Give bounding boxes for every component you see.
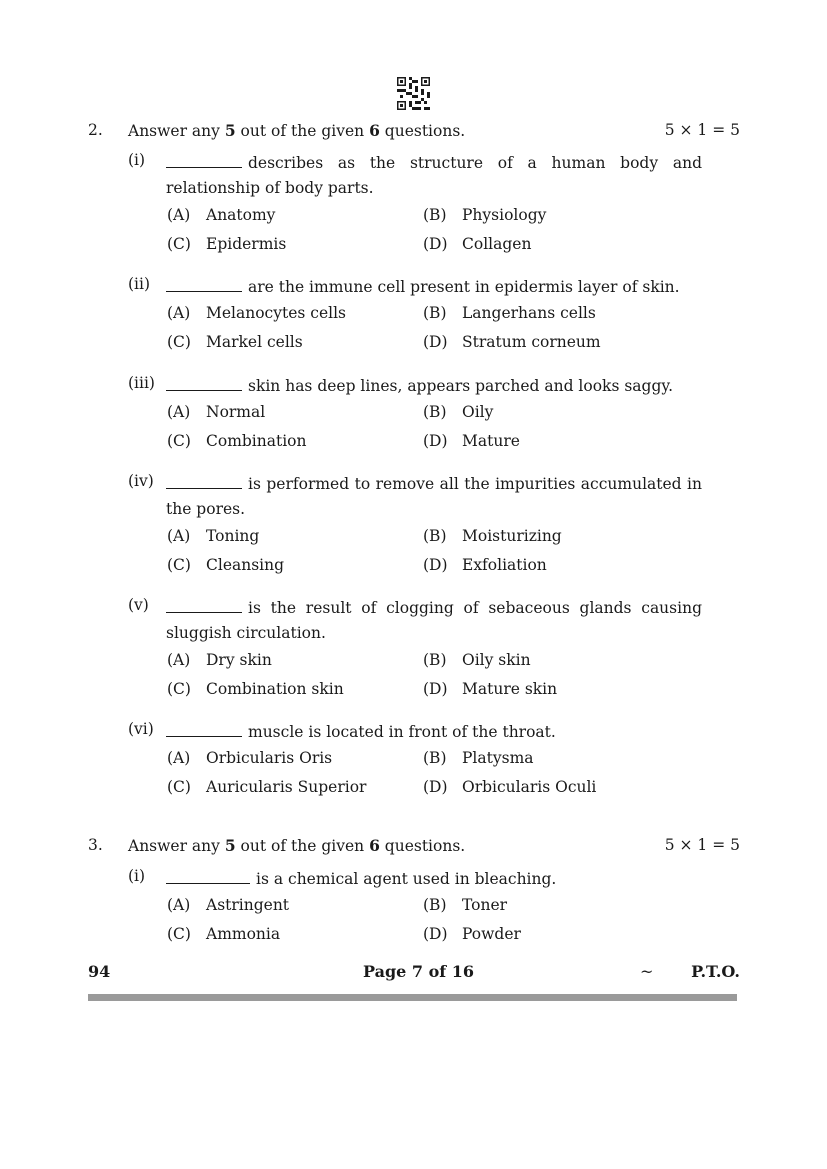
option-d: (D) Exfoliation [423,556,547,574]
option-a: (A) Dry skin [167,651,272,669]
option-b: (B) Physiology [423,206,547,224]
options-grid [167,403,702,461]
sub-question-text: describes as the structure of a human body and relationship of body parts. [166,154,702,197]
sub-question-text: muscle is located in front of the throat. [166,720,702,745]
option-b: (B) Moisturizing [423,527,562,545]
option-d: (D) Stratum corneum [423,333,601,351]
answer-blank [166,871,250,884]
question-3-heading [88,836,740,858]
sub-question [128,374,702,399]
question-2-heading [88,121,740,143]
options-grid [167,651,702,709]
sub-question [128,151,702,201]
option-c: (C) Auricularis Superior [167,778,367,796]
qr-code-icon [397,77,430,110]
sub-question-number: (ii) [128,275,151,293]
options-grid [167,304,702,362]
sub-question [128,720,702,745]
option-b: (B) Oily [423,403,494,421]
marks-allocation: 5 × 1 = 5 [664,121,740,139]
sub-question [128,867,702,892]
option-d: (D) Powder [423,925,521,943]
sub-question-text: is the result of clogging of sebaceous glands causing sluggish circulation. [166,599,702,642]
option-b: (B) Langerhans cells [423,304,596,322]
option-d: (D) Mature skin [423,680,558,698]
answer-blank [166,600,242,613]
options-grid [167,896,702,954]
paper-code: 94 [88,962,111,981]
question-number: 2. [88,121,103,139]
option-a: (A) Orbicularis Oris [167,749,333,767]
sub-question [128,596,702,646]
question-number: 3. [88,836,103,854]
sub-question-text: is performed to remove all the impurities accumulated in the pores. [166,475,702,518]
question-instruction: Answer any 5 out of the given 6 questions. [128,121,466,140]
question-instruction: Answer any 5 out of the given 6 questions. [128,836,466,855]
option-a: (A) Melanocytes cells [167,304,346,322]
option-b: (B) Oily skin [423,651,531,669]
option-d: (D) Mature [423,432,520,450]
option-c: (C) Combination [167,432,307,450]
option-c: (C) Markel cells [167,333,303,351]
option-d: (D) Orbicularis Oculi [423,778,597,796]
answer-blank [166,378,242,391]
option-c: (C) Cleansing [167,556,285,574]
sub-question-text: skin has deep lines, appears parched and looks saggy. [166,374,702,399]
options-grid [167,749,702,807]
option-b: (B) Toner [423,896,508,914]
option-c: (C) Combination skin [167,680,344,698]
page-footer [88,962,740,986]
answer-blank [166,724,242,737]
option-b: (B) Platysma [423,749,534,767]
sub-question-text: is a chemical agent used in bleaching. [166,867,702,892]
option-a: (A) Normal [167,403,266,421]
option-a: (A) Anatomy [167,206,276,224]
answer-blank [166,279,242,292]
sub-question-number: (i) [128,151,146,169]
sub-question-number: (i) [128,867,146,885]
option-a: (A) Toning [167,527,260,545]
sub-question-text: are the immune cell present in epidermis layer of skin. [166,275,702,300]
pto-label: P.T.O. [691,962,740,981]
sub-question-number: (iv) [128,472,154,490]
answer-blank [166,476,242,489]
option-a: (A) Astringent [167,896,290,914]
option-c: (C) Epidermis [167,235,287,253]
answer-blank [166,155,242,168]
sub-question-number: (v) [128,596,149,614]
options-grid [167,527,702,585]
option-d: (D) Collagen [423,235,532,253]
sub-question [128,472,702,522]
footer-rule [88,994,737,1001]
options-grid [167,206,702,264]
tilde-mark: ~ [640,962,654,981]
sub-question-number: (vi) [128,720,154,738]
option-c: (C) Ammonia [167,925,281,943]
sub-question [128,275,702,300]
sub-question-number: (iii) [128,374,155,392]
marks-allocation: 5 × 1 = 5 [664,836,740,854]
page-number: Page 7 of 16 [363,962,474,981]
